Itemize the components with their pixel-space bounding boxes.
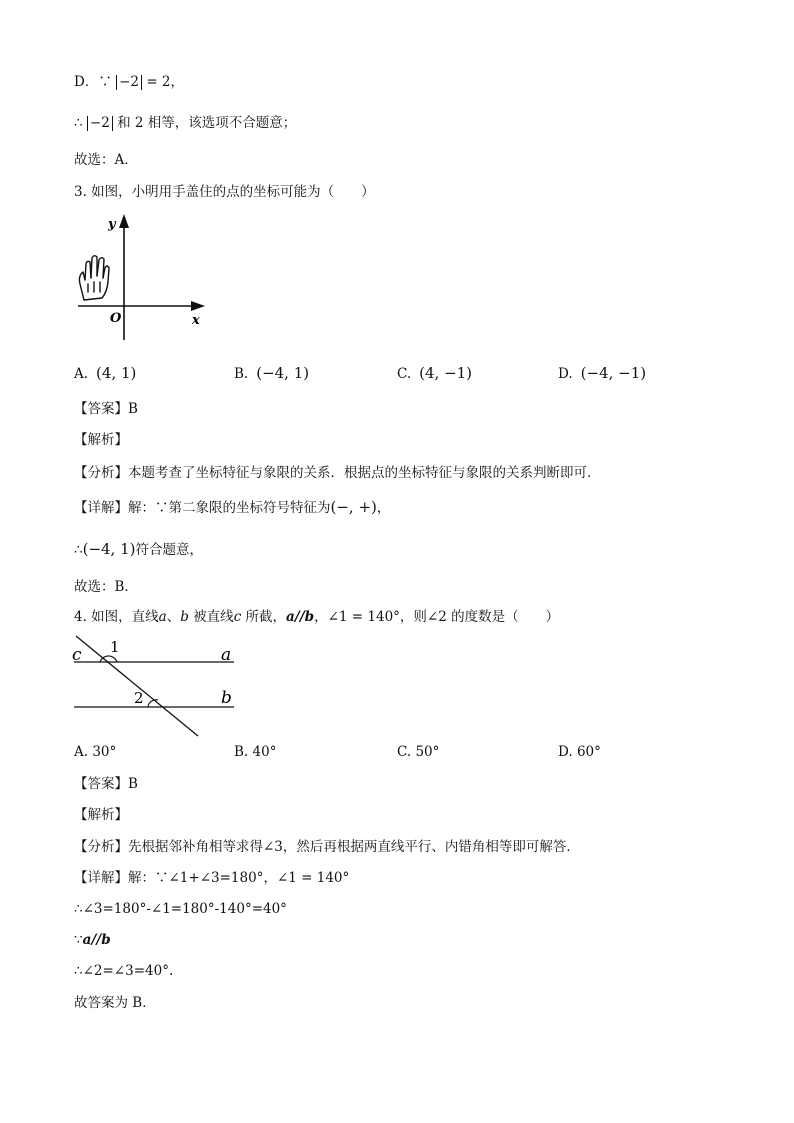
prev-d-prefix: D．∵: [74, 74, 112, 90]
angle-2-label: 2: [134, 689, 144, 707]
option-value: 60°: [576, 744, 601, 760]
q3-therefore: [74, 540, 203, 559]
x-axis-label: x: [192, 313, 200, 328]
prev-option-d-line: [74, 73, 184, 91]
q3-analysis: 【分析】本题考查了坐标特征与象限的关系．根据点的坐标特征与象限的关系判断即可．: [74, 465, 601, 481]
option-value: (−4, −1): [580, 364, 647, 382]
q3-detail: [74, 498, 390, 517]
label-c: c: [72, 645, 82, 665]
q4-option-c: [397, 744, 439, 760]
q4-answer: 【答案】B: [74, 776, 138, 792]
q4-title-mid: 被直线: [188, 609, 234, 625]
label-a: a: [221, 645, 232, 665]
option-letter: B.: [234, 366, 249, 382]
q4-option-d: [558, 744, 601, 760]
option-value: 50°: [415, 744, 440, 760]
hand-icon: [79, 256, 109, 300]
x-axis-arrow: [191, 301, 205, 311]
prev-therefore-tail: 和 2 相等，该选项不合题意；: [117, 115, 297, 131]
q3-choose: 故选：B．: [74, 579, 138, 595]
option-value: 40°: [252, 744, 277, 760]
angle-2-arc: [148, 700, 158, 707]
q3-option-b: [234, 364, 309, 382]
angle-1-label: 1: [110, 638, 120, 656]
q4-analysis-heading: 【解析】: [74, 807, 128, 823]
parallel-statement: a//b: [286, 609, 315, 625]
option-letter: A.: [74, 744, 89, 760]
option-value: (4, 1): [96, 364, 137, 382]
q3-answer: 【答案】B: [74, 401, 138, 417]
q4-detail: 【详解】解：∵∠1+∠3=180°，∠1 = 140°: [74, 870, 350, 886]
because-symbol: ∵: [74, 932, 83, 948]
q4-title-prefix: 4. 如图，直线: [74, 609, 159, 625]
q3-analysis-heading: 【解析】: [74, 432, 128, 448]
q4-sep: 、: [166, 609, 181, 625]
abs-value: −2: [87, 116, 113, 131]
q4-conclusion: 故答案为 B．: [74, 995, 156, 1011]
prev-d-tail: = 2，: [146, 74, 185, 90]
prev-therefore-line: [74, 114, 296, 132]
prev-therefore-prefix: ∴: [74, 115, 83, 131]
option-value: (−4, 1): [256, 364, 310, 382]
q3-detail-tail: ，: [376, 500, 391, 516]
option-letter: B.: [234, 744, 249, 760]
q4-analysis: 【分析】先根据邻补角相等求得∠3，然后再根据两直线平行、内错角相等即可解答．: [74, 839, 580, 855]
option-letter: C.: [397, 366, 412, 382]
q3-detail-prefix: 【详解】解：∵第二象限的坐标符号特征为: [74, 500, 331, 516]
angle-1-arc: [100, 656, 117, 662]
option-letter: D.: [558, 744, 573, 760]
option-letter: C.: [397, 744, 412, 760]
option-value: (4, −1): [419, 364, 473, 382]
sign-pattern: (−, +): [330, 498, 377, 516]
var-a: a: [158, 609, 167, 625]
option-letter: A.: [74, 366, 89, 382]
q4-option-b: [234, 744, 276, 760]
abs-value: −2: [116, 75, 142, 90]
q4-parallel-lines-figure: [68, 630, 248, 740]
q3-option-a: [74, 364, 136, 382]
parallel-statement: a//b: [82, 932, 111, 948]
label-b: b: [221, 688, 232, 708]
y-axis-arrow: [119, 214, 129, 228]
q4-because: [74, 931, 111, 949]
point-value: (−4, 1): [82, 540, 136, 558]
q4-option-a: [74, 744, 116, 760]
q4-title: [74, 608, 559, 626]
var-c: c: [233, 609, 242, 625]
q4-step1: ∴∠3=180°-∠1=180°-140°=40°: [74, 901, 287, 917]
q4-title-mid2: 所截，: [241, 609, 287, 625]
prev-choose-line: 故选：A．: [74, 152, 138, 168]
therefore-symbol: ∴: [74, 542, 83, 558]
q4-title-angle: ，∠1 = 140°，则∠2 的度数是（ ）: [314, 609, 560, 625]
option-value: 30°: [92, 744, 117, 760]
origin-label: O: [110, 311, 122, 326]
q3-option-d: [558, 364, 646, 382]
line-c: [76, 636, 198, 736]
y-axis-label: y: [108, 217, 116, 232]
q4-step2: ∴∠2=∠3=40°.: [74, 963, 174, 979]
q3-title: 3. 如图，小明用手盖住的点的坐标可能为（ ）: [74, 184, 375, 200]
q3-therefore-tail: 符合题意，: [135, 542, 203, 558]
var-b: b: [180, 609, 189, 625]
option-letter: D.: [558, 366, 573, 382]
q3-coordinate-figure: [72, 212, 212, 347]
q3-option-c: [397, 364, 472, 382]
